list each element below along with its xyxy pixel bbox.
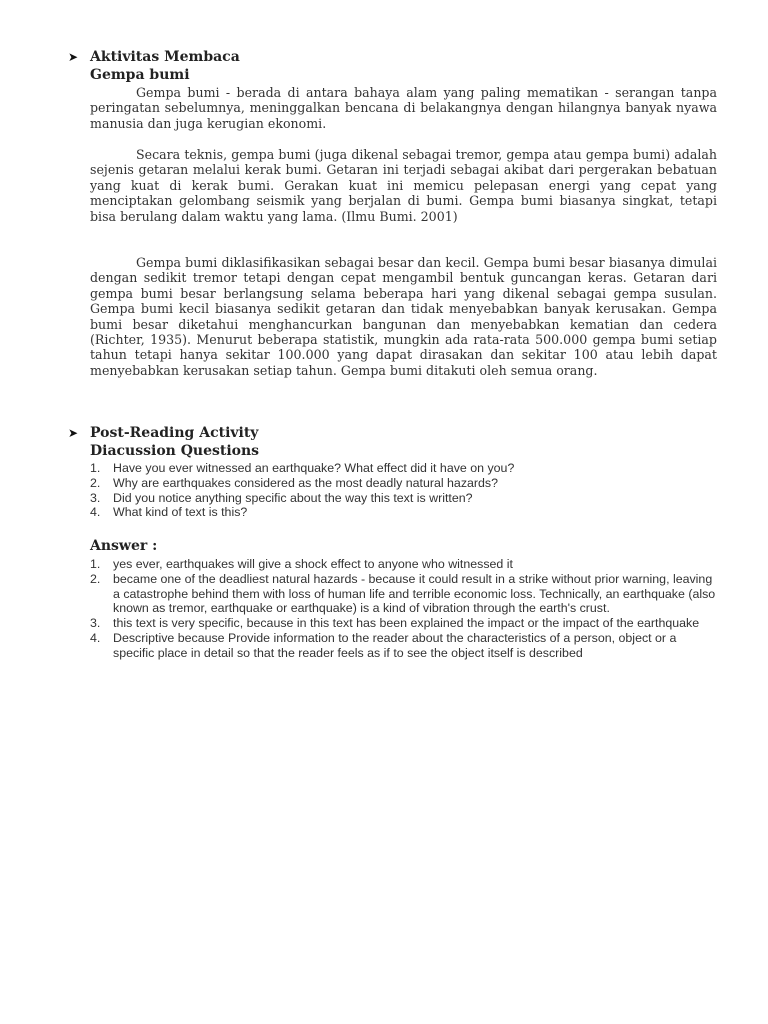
- paragraph-text: Gempa bumi - berada di antara bahaya alam yang paling mematikan - serangan tanpa peringatan sebelumnya, meninggalkan bencana di belakangnya dengan hilangnya banyak nyawa manusia dan juga kerugian ekonomi.: [90, 85, 717, 131]
- item-text: this text is very specific, because in this text has been explained the impact or the impact of the earthquake: [113, 616, 700, 631]
- item-number: 3.: [90, 616, 101, 631]
- list-item: [90, 505, 717, 520]
- item-text: What kind of text is this?: [113, 505, 248, 520]
- item-text: became one of the deadliest natural hazards - because it could result in a strike without prior warning, leaving a catastrophe behind them with loss of human life and terrible economic loss. Technically, an earthquake (also known as tremor, earthquake or earthquake) is a kind of vibration through the earth's crust.: [113, 571, 716, 616]
- item-number: 1.: [90, 461, 101, 475]
- discussion-questions-title: Diacussion Questions: [90, 443, 260, 459]
- item-number: 4.: [90, 505, 101, 520]
- answer-title: Answer :: [90, 538, 158, 554]
- item-text: yes ever, earthquakes will give a shock effect to anyone who witnessed it: [113, 557, 513, 571]
- item-number: 1.: [90, 557, 101, 571]
- post-reading-section-title: Post-Reading Activity: [90, 425, 259, 441]
- arrow-bullet-icon: ➤: [68, 50, 79, 64]
- reading-subtitle: Gempa bumi: [90, 67, 190, 83]
- list-item: [90, 461, 717, 476]
- item-text: Have you ever witnessed an earthquake? What effect did it have on you?: [113, 461, 515, 475]
- item-text: Descriptive because Provide information to the reader about the characteristics of a person, object or a specific place in detail so that the reader feels as if to see the object itself is described: [113, 630, 677, 660]
- item-text: Why are earthquakes considered as the most deadly natural hazards?: [113, 475, 499, 490]
- list-item: [90, 631, 717, 661]
- reading-section-heading: [68, 49, 240, 65]
- list-item: [90, 491, 717, 506]
- item-number: 3.: [90, 490, 101, 505]
- post-reading-section-heading: [68, 425, 258, 441]
- reading-paragraph: [90, 255, 717, 378]
- reading-paragraph: [90, 85, 717, 131]
- reading-section-title: Aktivitas Membaca: [90, 49, 240, 65]
- reading-paragraph: [90, 147, 717, 224]
- item-text: Did you notice anything specific about the way this text is written?: [113, 490, 473, 505]
- arrow-bullet-icon: ➤: [68, 426, 79, 440]
- item-number: 2.: [90, 571, 101, 586]
- paragraph-text: Secara teknis, gempa bumi (juga dikenal sebagai tremor, gempa atau gempa bumi) adalah sejenis getaran melalui kerak bumi. Getaran ini terjadi sebagai akibat dari pergerakan bebatuan yang kuat di kerak bumi. Gerakan kuat ini memicu pelepasan energi yang cepat yang menciptakan gelombang seismik yang berjalan di bumi. Gempa bumi biasanya singkat, tetapi bisa berulang dalam waktu yang lama. (Ilmu Bumi. 2001): [90, 147, 717, 224]
- question-list: [90, 461, 717, 520]
- item-number: 2.: [90, 475, 101, 490]
- list-item: [90, 572, 717, 616]
- answer-list: [90, 557, 717, 661]
- item-number: 4.: [90, 630, 101, 645]
- list-item: [90, 476, 717, 491]
- list-item: [90, 616, 717, 631]
- list-item: [90, 557, 717, 572]
- paragraph-text: Gempa bumi diklasifikasikan sebagai besar dan kecil. Gempa bumi besar biasanya dimulai dengan sedikit tremor tetapi dengan cepat mengambil bentuk guncangan keras. Getaran dari gempa bumi besar berlangsung selama beberapa hari yang dikenal sebagai gempa susulan. Gempa bumi kecil biasanya sedikit getaran dan tidak menyebabkan banyak kerusakan. Gempa bumi besar diketahui menghancurkan bangunan dan menyebabkan kematian dan cedera (Richter, 1935). Menurut beberapa statistik, mungkin ada rata-rata 500.000 gempa bumi setiap tahun tetapi hanya sekitar 100.000 yang dapat dirasakan dan sekitar 100 atau lebih dapat menyebabkan kerusakan setiap tahun. Gempa bumi ditakuti oleh semua orang.: [90, 255, 717, 378]
